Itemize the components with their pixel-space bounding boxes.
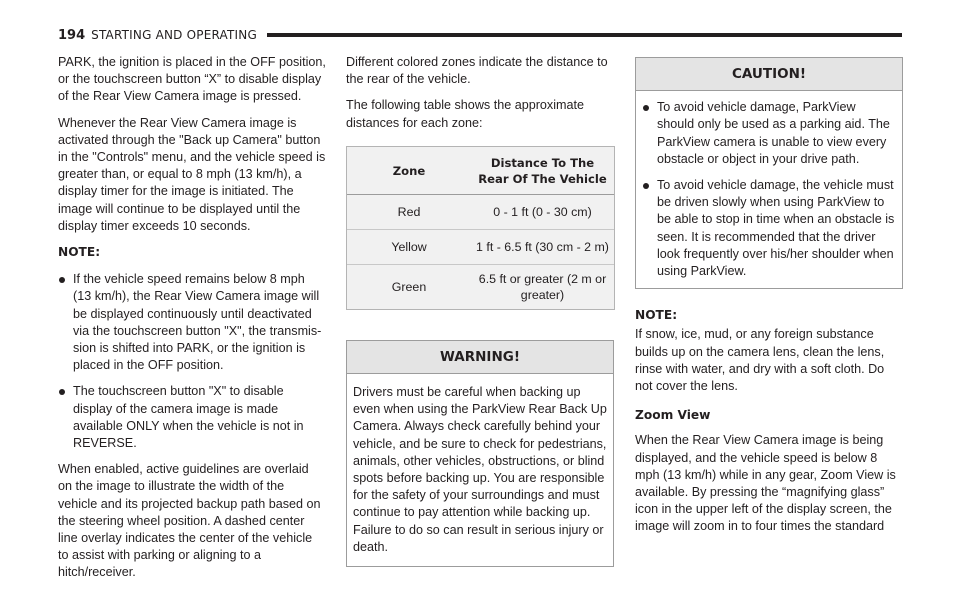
list-item: If the vehicle speed remains below 8 mph (13 km/h), the Rear View Camera image will be displayed continuously until deactivated via the touchscreen button "X", the transmission is shifted into PARK, or the ignition is placed in the OFF position.	[58, 271, 326, 374]
paragraph: When the Rear View Camera image is being displayed, and the vehicle speed is below 8 mph (13 km/h) while in any gear, Zoom View is available. By pressing the “magnifying glass” icon in the upper left of the display screen, the image will zoom in to four times the standard	[635, 433, 896, 534]
table-cell: Green	[391, 279, 427, 294]
table-row	[347, 264, 614, 309]
caution-title: CAUTION!	[636, 58, 902, 91]
paragraph: PARK, the ignition is placed in the OFF position, or the touchscreen button “X” to disable display of the Rear View Camera image is pressed.	[58, 55, 326, 104]
zone-table-frame	[346, 146, 615, 310]
column-middle	[346, 54, 614, 567]
column-right	[635, 54, 903, 545]
column-left	[58, 54, 326, 591]
paragraph: If snow, ice, mud, or any foreign substance builds up on the camera lens, clean the lens, rinse with water, and dry with a soft cloth. Do not cover the lens.	[635, 327, 885, 394]
caution-box	[635, 57, 903, 289]
caution-bullet-list	[642, 99, 896, 280]
table-header-row	[347, 147, 614, 195]
table-cell: 1 ft - 6.5 ft (30 cm - 2 m)	[471, 229, 614, 264]
list-item: The touchscreen button "X" to disable display of the camera image is made available ONLY when the vehicle is not in REVERSE.	[58, 383, 326, 452]
table-header-distance: Distance To The Rear Of The Vehicle	[471, 147, 614, 195]
table-cell: 0 - 1 ft (0 - 30 cm)	[471, 194, 614, 229]
zoom-view-heading: Zoom View	[635, 408, 711, 423]
paragraph: Different colored zones indicate the distance to the rear of the vehicle.	[346, 55, 608, 87]
paragraph: When enabled, active guidelines are overlaid on the image to illustrate the width of the vehicle and its projected backup path based on the steering wheel position. A dashed center line overlay indicates the center of the vehicle to assist with parking or aligning to a hitch/receiver.	[58, 462, 321, 580]
note-label: NOTE:	[58, 245, 101, 260]
table-row	[347, 194, 614, 229]
paragraph: The following table shows the approximate distances for each zone:	[346, 98, 585, 130]
caution-body	[636, 91, 902, 288]
list-item: To avoid vehicle damage, the vehicle must be driven slowly when using ParkView to be able to stop in time when an obstacle is seen. It is recommended that the driver look frequently over his/her shoulder when using ParkView.	[642, 177, 896, 280]
warning-box	[346, 340, 614, 567]
list-item: To avoid vehicle damage, ParkView should only be used as a parking aid. The ParkView camera is unable to view every obstacle or object in your drive path.	[642, 99, 896, 168]
page-number: 194	[58, 27, 86, 43]
page-header	[58, 26, 902, 44]
note-label: NOTE:	[635, 308, 678, 323]
table-row	[347, 229, 614, 264]
paragraph: Whenever the Rear View Camera image is activated through the "Back up Camera" button in the "Controls" menu, and the vehicle speed is greater than, or equal to 8 mph (13 km/h), a display timer for the image is initiated. The image will continue to be displayed until the display timer exceeds 10 seconds.	[58, 115, 326, 233]
table-cell: Red	[347, 194, 471, 229]
table-cell: Yellow	[347, 229, 471, 264]
note-bullet-list	[58, 271, 326, 452]
header-rule	[267, 33, 902, 37]
table-cell: 6.5 ft or greater (2 m or greater)	[478, 271, 607, 302]
zone-distance-table	[347, 147, 614, 309]
section-title: STARTING AND OPERATING	[91, 28, 257, 42]
table-header-zone: Zone	[347, 147, 471, 195]
warning-body: Drivers must be careful when backing up even when using the ParkView Rear Back Up Camera. Always check carefully behind your vehicle, and be sure to check for pedestrians, animals, other vehicles, obstructions, or blind spots before backing up. You are responsible for the safety of your surroundings and must continue to pay attention while backing up. Failure to do so can result in serious injury or death.	[353, 385, 607, 554]
warning-title: WARNING!	[347, 341, 613, 374]
